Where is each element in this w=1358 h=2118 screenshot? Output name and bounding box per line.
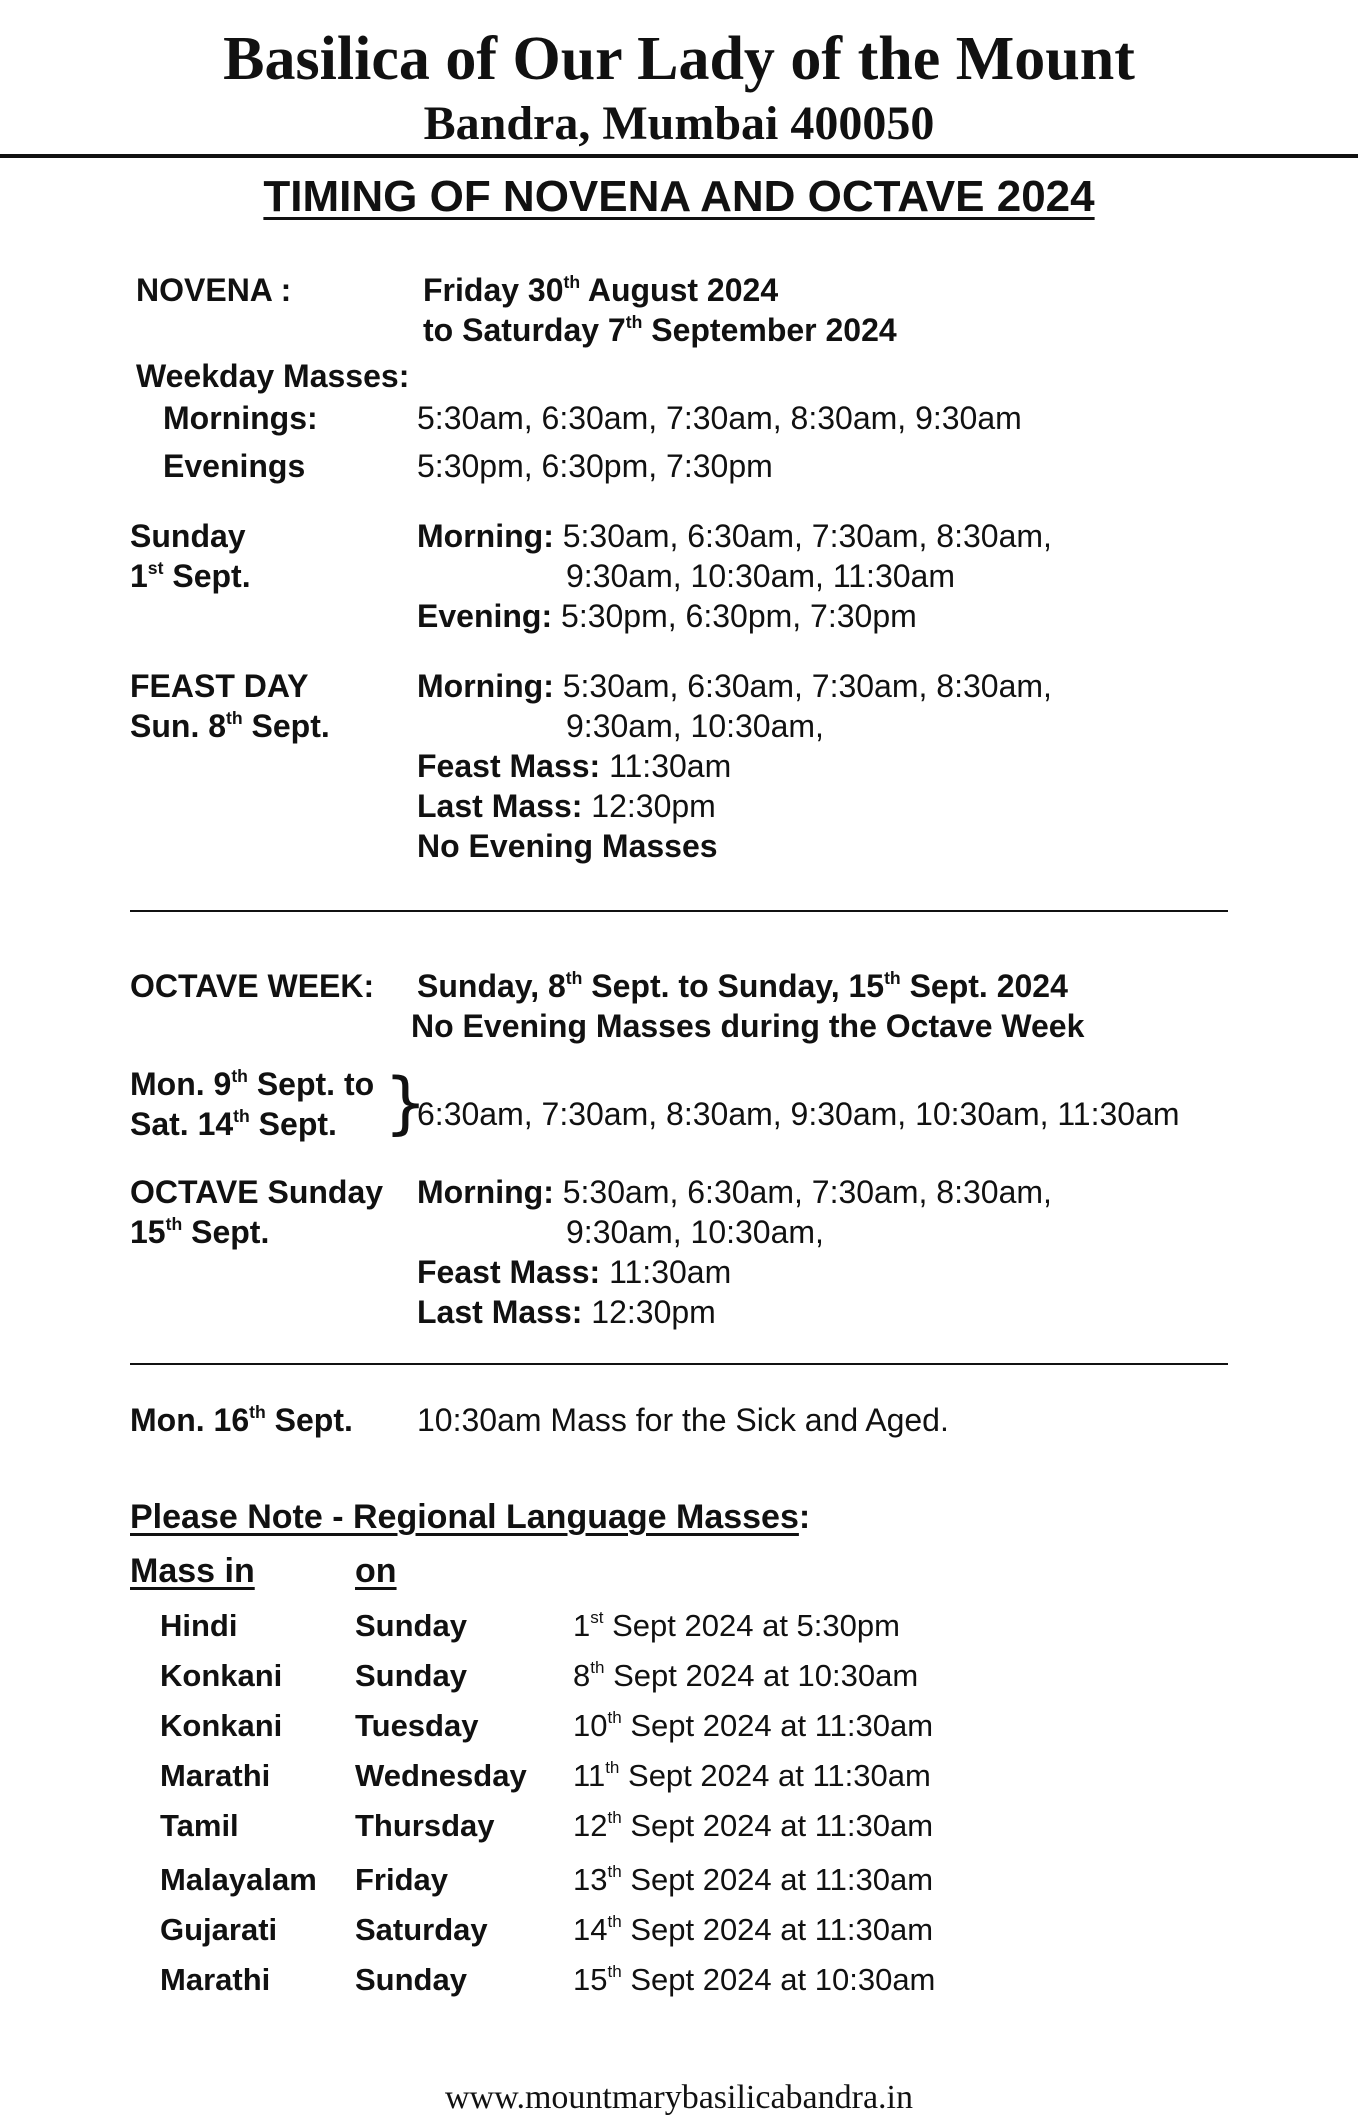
weekday: Saturday <box>355 1912 488 1947</box>
language: Marathi <box>160 1962 271 1997</box>
mornings-times: 5:30am, 6:30am, 7:30am, 8:30am, 9:30am <box>417 400 1022 436</box>
mass-date-time: 13th Sept 2024 at 11:30am <box>573 1862 934 1897</box>
mass-date-time: 1st Sept 2024 at 5:30pm <box>573 1608 900 1643</box>
mass-date-time: 15th Sept 2024 at 10:30am <box>573 1962 936 1997</box>
language: Hindi <box>160 1608 238 1643</box>
regional-masses-heading: Please Note - Regional Language Masses: <box>130 1498 811 1536</box>
octave-weekdays-start: Mon. 9th Sept. to <box>130 1065 375 1102</box>
octave-sunday-morning-times-cont: 9:30am, 10:30am, <box>566 1214 824 1250</box>
feast-morning-times: Morning: 5:30am, 6:30am, 7:30am, 8:30am, <box>417 668 1052 704</box>
evenings-label: Evenings <box>163 448 306 484</box>
language: Malayalam <box>160 1862 317 1897</box>
language: Gujarati <box>160 1912 278 1947</box>
sick-mass-text: 10:30am Mass for the Sick and Aged. <box>417 1402 949 1438</box>
novena-end-date: to Saturday 7th September 2024 <box>423 311 897 348</box>
section-divider <box>130 1363 1228 1365</box>
feast-no-evening-note: No Evening Masses <box>417 828 718 864</box>
weekday: Sunday <box>355 1962 467 1997</box>
mornings-label: Mornings: <box>163 400 318 436</box>
octave-sunday-feast-mass: Feast Mass: 11:30am <box>417 1254 732 1290</box>
column-header-mass-in: Mass in <box>130 1552 255 1590</box>
mass-date-time: 11th Sept 2024 at 11:30am <box>573 1758 931 1793</box>
novena-label: NOVENA : <box>136 272 292 308</box>
church-address: Bandra, Mumbai 400050 <box>423 97 935 150</box>
octave-sunday-morning-times: Morning: 5:30am, 6:30am, 7:30am, 8:30am, <box>417 1174 1052 1210</box>
octave-sunday-label: OCTAVE Sunday <box>130 1174 384 1210</box>
novena-start-date: Friday 30th August 2024 <box>423 271 779 308</box>
document-title: TIMING OF NOVENA AND OCTAVE 2024 <box>263 172 1095 221</box>
octave-weekdays-times: 6:30am, 7:30am, 8:30am, 9:30am, 10:30am, 11:30am <box>417 1096 1180 1132</box>
brace-icon: } <box>384 1064 428 1143</box>
octave-week-label: OCTAVE WEEK: <box>130 968 375 1004</box>
weekday: Sunday <box>355 1658 467 1693</box>
mass-date-time: 12th Sept 2024 at 11:30am <box>573 1808 934 1843</box>
sunday-morning-times-cont: 9:30am, 10:30am, 11:30am <box>566 558 955 594</box>
feast-day-label: FEAST DAY <box>130 668 309 704</box>
sunday-label: Sunday <box>130 518 246 554</box>
sunday-morning-times: Morning: 5:30am, 6:30am, 7:30am, 8:30am, <box>417 518 1052 554</box>
weekday-masses-label: Weekday Masses: <box>136 358 410 394</box>
octave-week-dates: Sunday, 8th Sept. to Sunday, 15th Sept. 2024 <box>417 967 1068 1004</box>
language: Tamil <box>160 1808 239 1843</box>
weekday: Sunday <box>355 1608 467 1643</box>
language: Marathi <box>160 1758 271 1793</box>
feast-last-mass-time: Last Mass: 12:30pm <box>417 788 716 824</box>
mass-date-time: 8th Sept 2024 at 10:30am <box>573 1658 919 1693</box>
feast-mass-time: Feast Mass: 11:30am <box>417 748 732 784</box>
octave-week-note: No Evening Masses during the Octave Week <box>411 1008 1085 1044</box>
evenings-times: 5:30pm, 6:30pm, 7:30pm <box>417 448 773 484</box>
header-divider <box>0 154 1358 158</box>
mass-date-time: 10th Sept 2024 at 11:30am <box>573 1708 934 1743</box>
octave-weekdays-end: Sat. 14th Sept. <box>130 1105 337 1142</box>
sick-mass-date: Mon. 16th Sept. <box>130 1401 353 1438</box>
language: Konkani <box>160 1658 283 1693</box>
sunday-evening-times: Evening: 5:30pm, 6:30pm, 7:30pm <box>417 598 917 634</box>
weekday: Tuesday <box>355 1708 479 1743</box>
octave-sunday-date: 15th Sept. <box>130 1213 270 1250</box>
website-url: www.mountmarybasilicabandra.in <box>445 2079 913 2116</box>
weekday: Friday <box>355 1862 449 1897</box>
church-name: Basilica of Our Lady of the Mount <box>223 25 1135 93</box>
feast-day-date: Sun. 8th Sept. <box>130 707 330 744</box>
weekday: Thursday <box>355 1808 495 1843</box>
section-divider <box>130 910 1228 912</box>
weekday: Wednesday <box>355 1758 527 1793</box>
language: Konkani <box>160 1708 283 1743</box>
mass-date-time: 14th Sept 2024 at 11:30am <box>573 1912 934 1947</box>
sunday-date: 1st Sept. <box>130 557 251 594</box>
column-header-on: on <box>355 1552 397 1590</box>
octave-sunday-last-mass: Last Mass: 12:30pm <box>417 1294 716 1330</box>
feast-morning-times-cont: 9:30am, 10:30am, <box>566 708 824 744</box>
